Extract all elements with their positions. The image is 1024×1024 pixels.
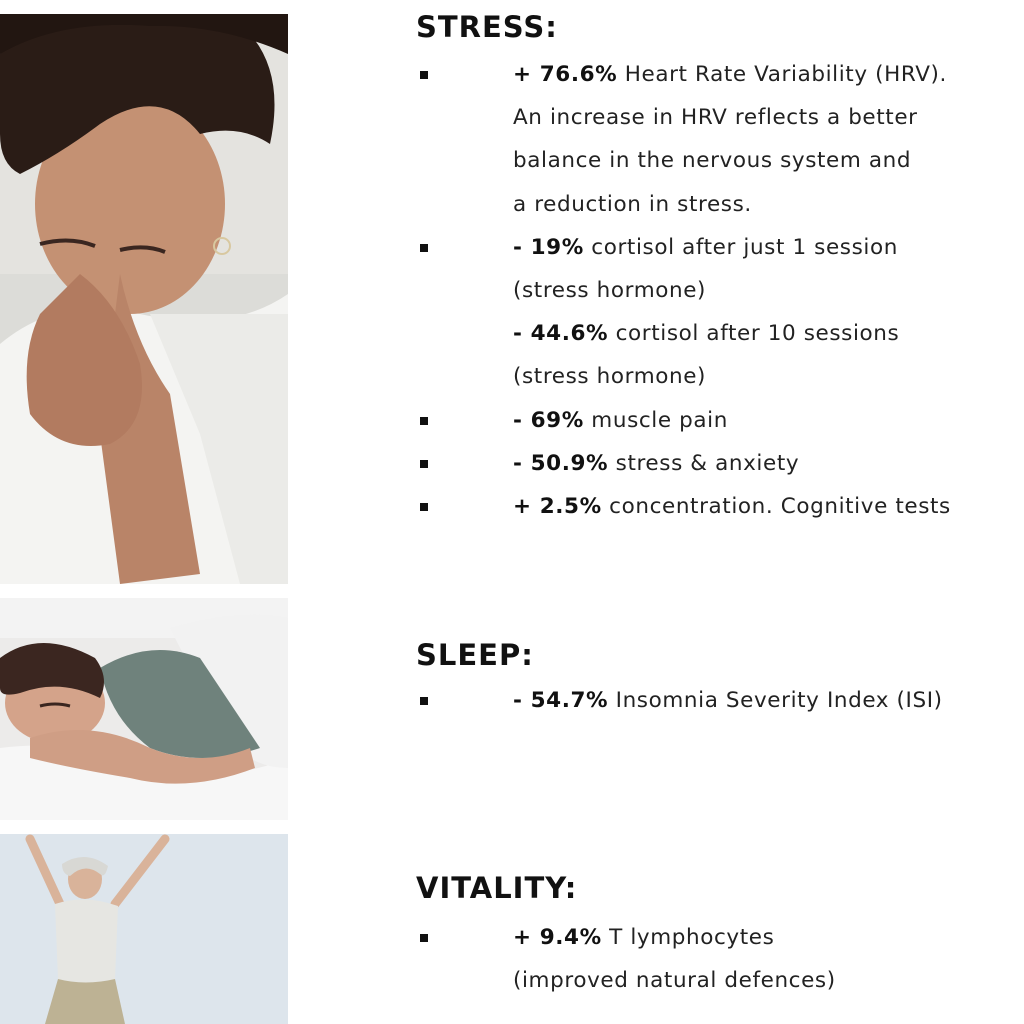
stress-line xyxy=(416,442,1016,485)
bullet-icon xyxy=(420,417,428,425)
stress-line xyxy=(416,312,1016,355)
stat-description: T lymphocytes xyxy=(601,925,775,950)
stress-line-text xyxy=(513,183,752,226)
stat-description: (stress hormone) xyxy=(513,364,707,390)
stat-value: + 9.4% xyxy=(513,925,602,950)
stat-description: a reduction in stress. xyxy=(513,191,752,217)
stress-line xyxy=(416,399,1016,442)
stress-line-text xyxy=(513,226,898,269)
sleep-line-text xyxy=(513,679,943,722)
stat-description: cortisol after just 1 session xyxy=(583,234,898,260)
stat-description: muscle pain xyxy=(583,407,728,433)
stressed-woman-photo xyxy=(0,14,288,584)
stress-line xyxy=(416,485,1016,528)
stress-line xyxy=(416,183,1016,226)
stat-value: - 54.7% xyxy=(513,688,609,713)
stat-value: - 69% xyxy=(513,407,584,433)
stat-description: stress & anxiety xyxy=(608,450,800,476)
stress-line xyxy=(416,96,1016,139)
stress-line-text xyxy=(513,442,799,485)
sleep-heading: SLEEP: xyxy=(416,638,534,672)
stat-value: - 44.6% xyxy=(513,321,609,347)
stress-line-text xyxy=(513,355,706,398)
stress-line xyxy=(416,53,1016,96)
stress-line xyxy=(416,226,1016,269)
stat-value: + 76.6% xyxy=(513,62,618,87)
jumping-woman-photo xyxy=(0,834,288,1024)
bullet-icon xyxy=(420,697,428,705)
bullet-icon xyxy=(420,934,428,942)
vitality-heading: VITALITY: xyxy=(416,871,578,905)
bullet-icon xyxy=(420,503,428,511)
vitality-line-text xyxy=(513,959,836,1002)
vitality-line-text xyxy=(513,916,774,959)
bullet-icon xyxy=(420,71,428,79)
stat-description: Heart Rate Variability (HRV). xyxy=(617,62,947,87)
stress-line-text xyxy=(513,139,911,182)
stat-description: balance in the nervous system and xyxy=(513,148,912,174)
stress-line xyxy=(416,355,1016,398)
stress-line-text xyxy=(513,269,706,312)
stat-description: An increase in HRV reflects a better xyxy=(513,105,918,131)
stat-description: (stress hormone) xyxy=(513,278,707,303)
stat-value: + 2.5% xyxy=(513,494,602,519)
stress-heading: STRESS: xyxy=(416,10,558,44)
stat-description: (improved natural defences) xyxy=(513,968,836,994)
vitality-line xyxy=(416,916,1016,959)
stat-description: cortisol after 10 sessions xyxy=(608,321,900,347)
stress-line xyxy=(416,269,1016,312)
stat-description: Insomnia Severity Index (ISI) xyxy=(608,688,943,713)
vitality-line xyxy=(416,959,1016,1002)
stress-line-text xyxy=(513,53,947,96)
bullet-icon xyxy=(420,460,428,468)
sleep-line xyxy=(416,679,1016,722)
stress-line xyxy=(416,139,1016,182)
stress-line-text xyxy=(513,485,951,528)
stat-value: - 50.9% xyxy=(513,450,609,476)
sleeping-woman-photo xyxy=(0,598,288,820)
stress-line-text xyxy=(513,312,899,355)
stat-description: concentration. Cognitive tests xyxy=(601,494,951,519)
stress-line-text xyxy=(513,399,728,442)
stat-value: - 19% xyxy=(513,234,584,260)
stress-line-text xyxy=(513,96,918,139)
bullet-icon xyxy=(420,244,428,252)
